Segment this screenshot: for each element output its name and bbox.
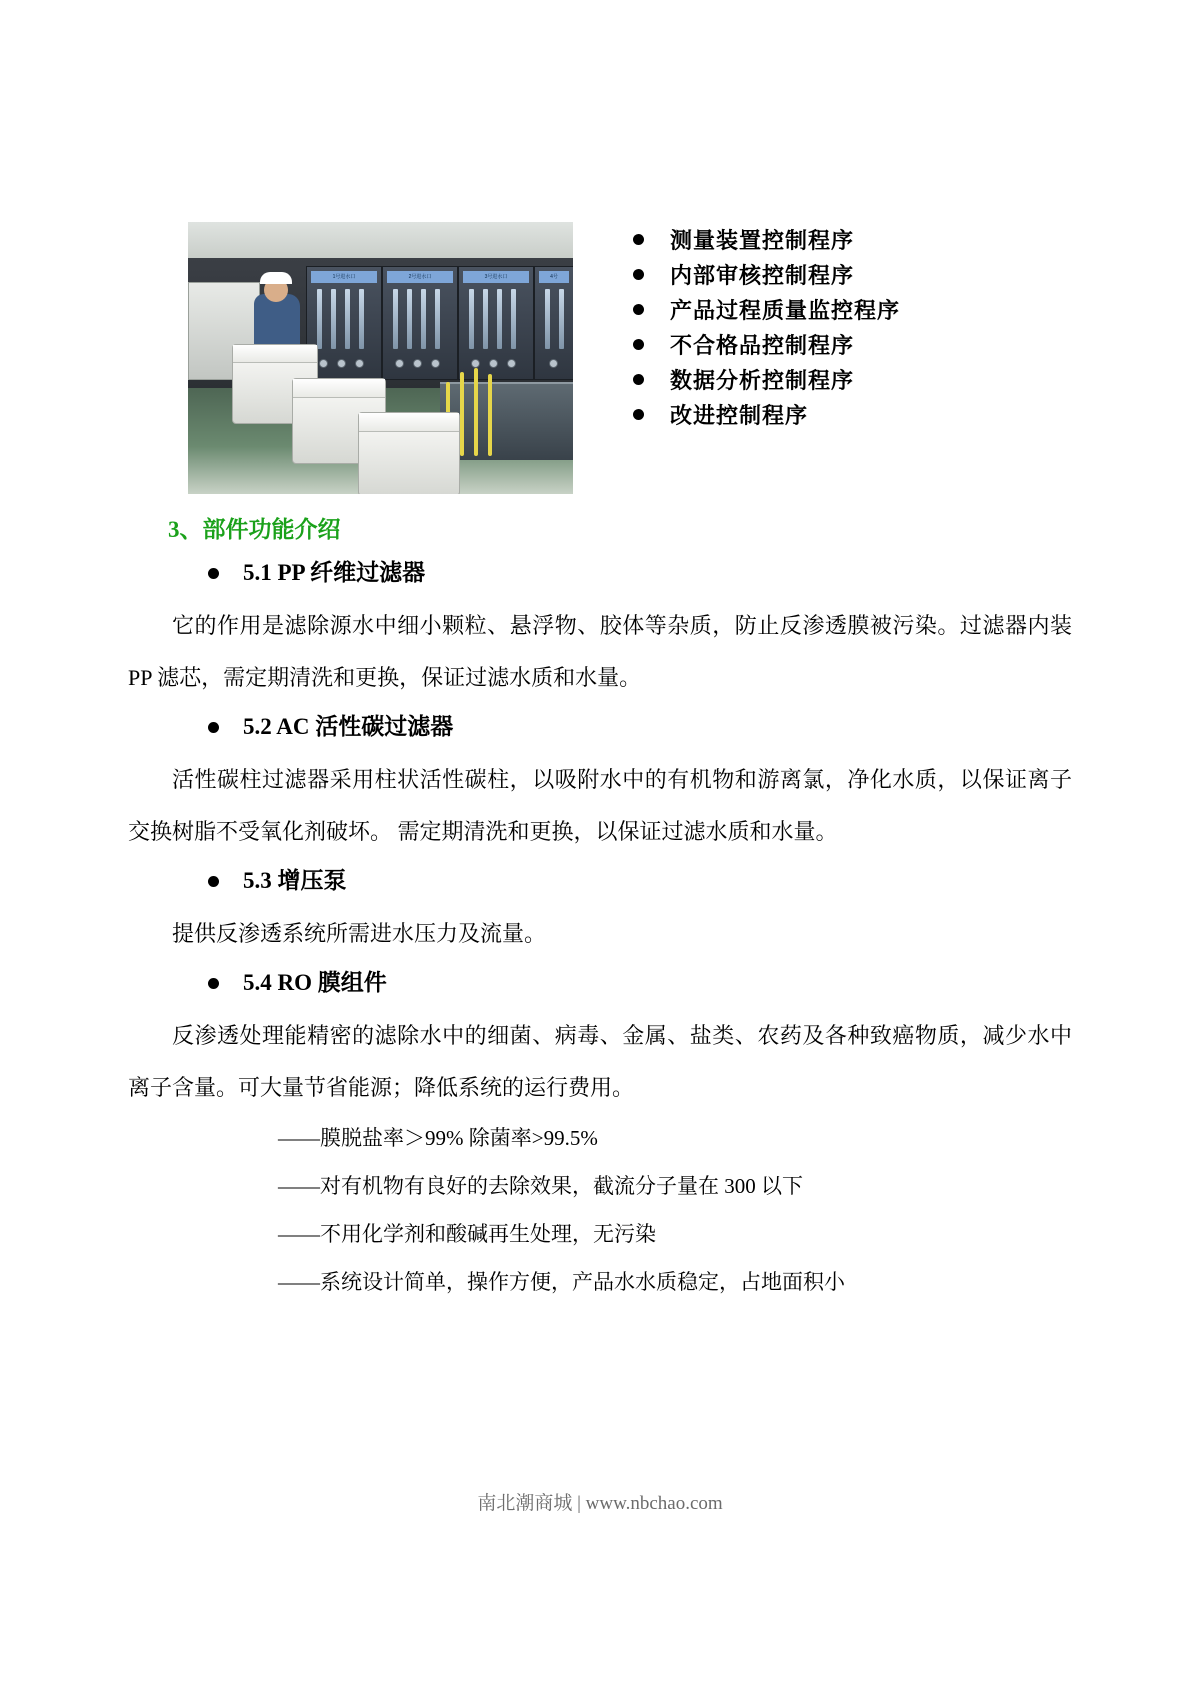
bullet-dot-icon bbox=[633, 304, 644, 315]
photo-control-panel bbox=[382, 266, 458, 380]
list-item-label: 数据分析控制程序 bbox=[670, 368, 855, 393]
photo-control-panel bbox=[534, 266, 573, 380]
photo-ceiling bbox=[188, 222, 573, 258]
list-item bbox=[633, 257, 1200, 292]
subsection-title-53 bbox=[208, 858, 1200, 904]
bullet-dot-icon bbox=[633, 339, 644, 350]
bullet-dot-icon bbox=[633, 234, 644, 245]
list-item-label: 内部审核控制程序 bbox=[670, 263, 855, 288]
paragraph-53: 提供反渗透系统所需进水压力及流量。 bbox=[172, 921, 547, 946]
top-bullet-list bbox=[633, 222, 1200, 432]
bullet-dot-icon bbox=[633, 409, 644, 420]
spec-line: ——不用化学剂和酸碱再生处理，无污染 bbox=[278, 1222, 656, 1246]
bullet-dot-icon bbox=[208, 978, 219, 989]
subsection-label: 5.1 PP 纤维过滤器 bbox=[243, 560, 426, 585]
photo-control-panel bbox=[458, 266, 534, 380]
photo-operator-cap bbox=[260, 272, 292, 284]
photo-panel-label: 4号 bbox=[539, 271, 569, 283]
list-item-label: 不合格品控制程序 bbox=[670, 333, 855, 358]
top-section bbox=[0, 222, 1200, 494]
spec-line: ——对有机物有良好的去除效果，截流分子量在 300 以下 bbox=[278, 1174, 803, 1198]
list-item-label: 改进控制程序 bbox=[670, 403, 809, 428]
page-footer: 南北潮商城 | www.nbchao.com bbox=[477, 1493, 723, 1514]
document-body bbox=[0, 510, 1200, 1306]
subsection-title-51 bbox=[208, 550, 1200, 596]
section-heading: 3、部件功能介绍 bbox=[168, 517, 341, 542]
photo-panel-label: 1号进水口 bbox=[311, 271, 377, 283]
spec-line: ——系统设计简单，操作方便，产品水水质稳定，占地面积小 bbox=[278, 1270, 845, 1294]
spec-line: ——膜脱盐率＞99% 除菌率>99.5% bbox=[278, 1126, 598, 1150]
subsection-label: 5.4 RO 膜组件 bbox=[243, 970, 387, 995]
subsection-label: 5.3 增压泵 bbox=[243, 868, 347, 893]
list-item bbox=[633, 327, 1200, 362]
bullet-dot-icon bbox=[633, 269, 644, 280]
subsection-title-52 bbox=[208, 704, 1200, 750]
list-item-label: 产品过程质量监控程序 bbox=[670, 298, 901, 323]
subsection-label: 5.2 AC 活性碳过滤器 bbox=[243, 714, 454, 739]
list-item-label: 测量装置控制程序 bbox=[670, 228, 855, 253]
photo-panel-label: 3号进水口 bbox=[463, 271, 529, 283]
subsection-title-54 bbox=[208, 960, 1200, 1006]
list-item bbox=[633, 222, 1200, 257]
bullet-dot-icon bbox=[208, 568, 219, 579]
bullet-dot-icon bbox=[208, 876, 219, 887]
list-item bbox=[633, 397, 1200, 432]
bullet-dot-icon bbox=[633, 374, 644, 385]
paragraph-52: 活性碳柱过滤器采用柱状活性碳柱，以吸附水中的有机物和游离氯，净化水质，以保证离子交换树脂不受氧化剂破坏。 需定期清洗和更换，以保证过滤水质和水量。 bbox=[128, 767, 1072, 844]
bullet-dot-icon bbox=[208, 722, 219, 733]
photo-panel-label: 2号进水口 bbox=[387, 271, 453, 283]
equipment-photo bbox=[188, 222, 573, 494]
list-item bbox=[633, 362, 1200, 397]
list-item bbox=[633, 292, 1200, 327]
photo-analyzer-unit bbox=[358, 412, 460, 494]
paragraph-54: 反渗透处理能精密的滤除水中的细菌、病毒、金属、盐类、农药及各种致癌物质，减少水中离子含量。可大量节省能源；降低系统的运行费用。 bbox=[128, 1023, 1072, 1100]
paragraph-51: 它的作用是滤除源水中细小颗粒、悬浮物、胶体等杂质，防止反渗透膜被污染。过滤器内装 PP 滤芯，需定期清洗和更换，保证过滤水质和水量。 bbox=[128, 613, 1072, 690]
